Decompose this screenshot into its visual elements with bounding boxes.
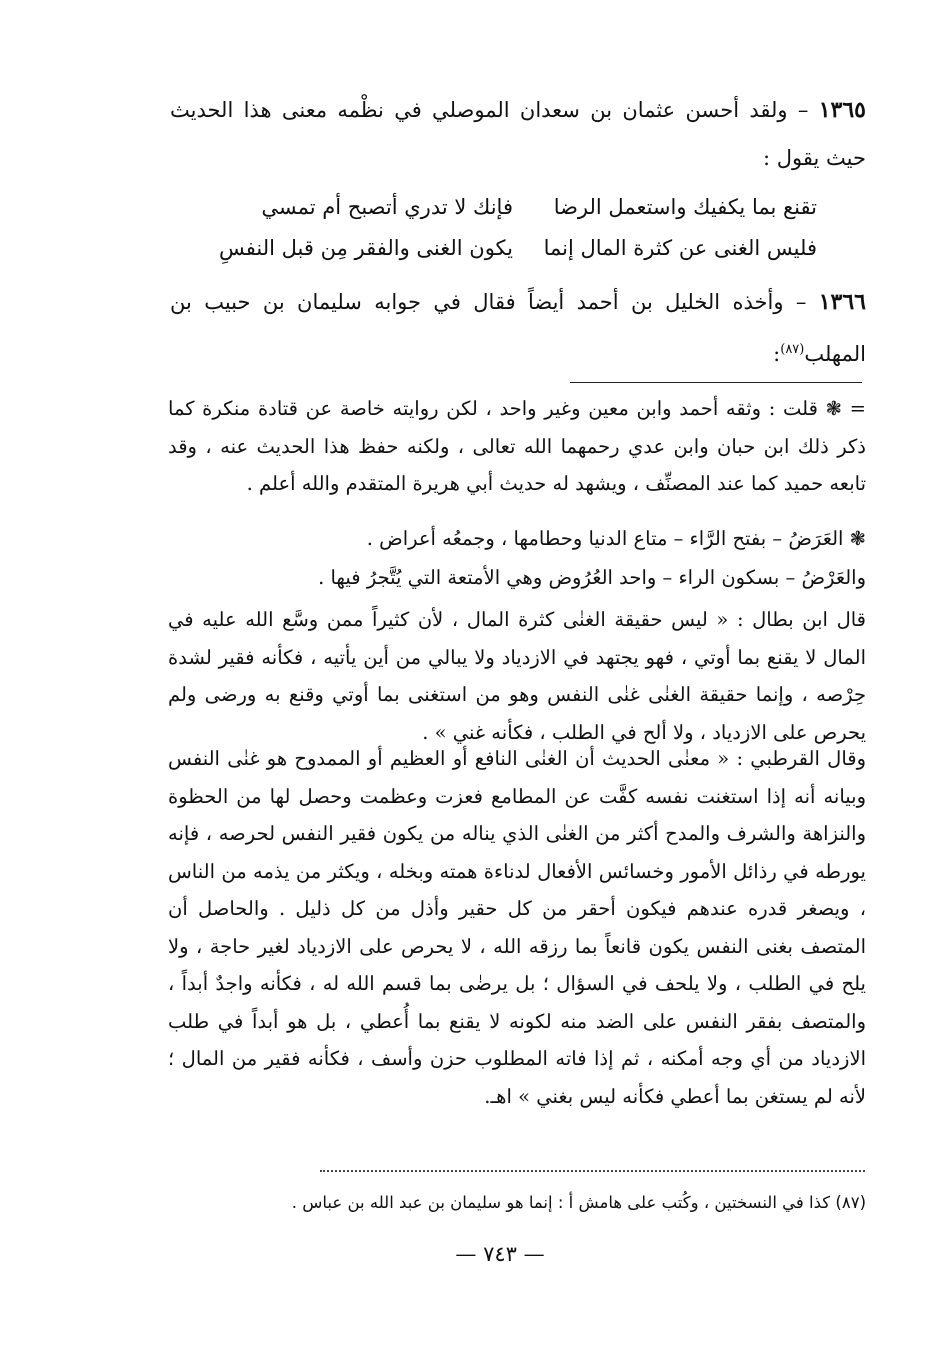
note-paragraph-4: قال ابن بطال : « ليس حقيقة الغنٰى كثرة المال ، لأن كثيراً ممن وسَّع الله عليه في المال لا يقنع بما أوتي ، فهو يجتهد في الازدياد ولا يبالي من أين يأتيه ، فكأنه فقير لشدة حِرْصه ، وإنما حقيقة الغنٰى غنٰى النفس وهو من استغنى بما أوتي وقنع به ورضى ولم يحرص على الازدياد ، ولا ألح في الطلب ، فكأنه غني » . [168,608,866,744]
note-paragraph-2: ❃ العَرَضُ – بفتح الرَّاء – متاع الدنيا وحطامها ، وجمعُه أعراض . [366,527,866,550]
entry-tail: : [773,342,781,366]
entry-number: ١٣٦٥ [818,97,866,123]
dotted-separator [320,1170,865,1174]
entry-text: – وأخذه الخليل بن أحمد أيضاً فقال في جوابه سليمان بن حبيب بن المهلب [170,290,866,366]
entry-1365 [170,86,866,182]
footnote-87 [168,1186,866,1220]
poem-line-1-second-hemistich: فإنك لا تدري أتصبح أم تمسي [261,195,513,219]
poem-line-2-first-hemistich: فليس الغنى عن كثرة المال إنما [543,236,817,260]
note-paragraph-3: والعَرْضُ – بسكون الراء – واحد العُرُوض وهي الأمتعة التي يُتَّجرُ فيها . [318,566,866,589]
page-number: — ٧٤٣ — [455,1242,545,1266]
footnote-label: (٨٧) [835,1193,866,1212]
note-paragraph-5: وقال القرطبي : « معنٰى الحديث أن الغنٰى النافع أو العظيم أو الممدوح هو غنٰى النفس وبيانه أنه إذا استغنت نفسه كفَّت عن المطامع فعزت وعظمت وحصل لها من الحظوة والنزاهة والشرف والمدح أكثر من الغنٰى الذي يناله من يكون فقير النفس لحرصه ، فإنه يورطه في رذائل الأمور وخسائس الأفعال لدناءة همته وبخله ، ويكثر من يذمه من الناس ، ويصغر قدره عندهم فيكون أحقر من كل حقير وأذل من كل ذليل . والحاصل أن المتصف بغنى النفس يكون قانعاً بما رزقه الله ، لا يحرص على الازدياد لغير حاجة ، ولا يلح في الطلب ، ولا يلحف في السؤال ؛ بل يرضٰى بما قسم الله له ، فكأنه واجدٌ أبداً ، والمتصف بفقر النفس على الضد منه لكونه لا يقنع بما أُعطي ، بل هو أبداً في طلب الازدياد من أي وجه أمكنه ، ثم إذا فاته المطلوب حزن وأسف ، فكأنه فقير من المال ؛ لأنه لم يستغن بما أعطي فكأنه ليس بغني » اهـ. [168,747,866,1108]
entry-text: – ولقد أحسن عثمان بن سعدان الموصلي في نظْمه معنى هذا الحديث حيث يقول : [170,98,866,170]
footnote-reference: (٨٧) [780,342,805,357]
entry-1366 [170,278,866,378]
poem-line-1-first-hemistich: تقنع بما يكفيك واستعمل الرضا [553,195,817,219]
poem-line-2-second-hemistich: يكون الغنى والفقر مِن قبل النفسِ [219,236,513,260]
footnote-text: كذا في النسختين ، وكُتب على هامش أ : إنما هو سليمان بن عبد الله بن عباس . [291,1193,836,1212]
entry-number: ١٣٦٦ [818,289,866,315]
footnote-divider [570,382,862,383]
note-paragraph-1: = ❃ قلت : وثقه أحمد وابن معين وغير واحد ، لكن روايته خاصة عن قتادة منكرة كما ذكر ذلك ابن حبان وابن عدي رحمهما الله تعالى ، ولكنه حفظ هذا الحديث عنه ، وقد تابعه حميد كما عند المصنِّف ، ويشهد له حديث أبي هريرة المتقدم والله أعلم . [168,397,866,495]
